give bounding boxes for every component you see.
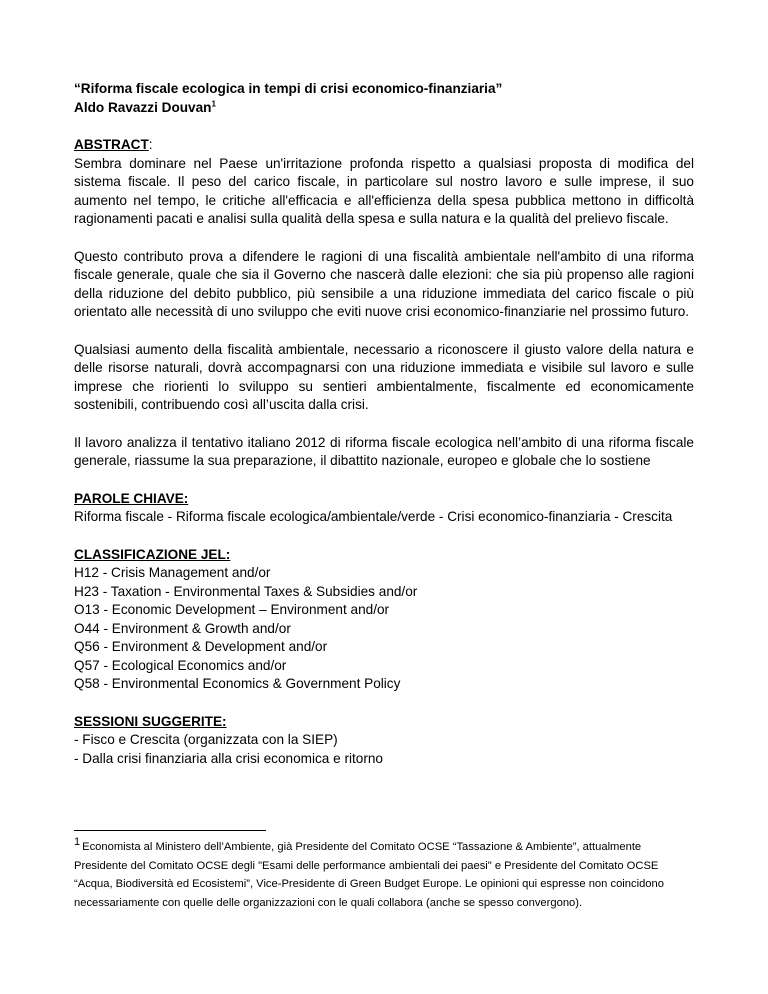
footnote-text: Economista al Ministero dell’Ambiente, già Presidente del Comitato OCSE “Tassazione & Ambiente”, attualmente Presidente del Comitato OCSE degli "Esami delle performance ambientali dei paesi" e Presidente del Comitato OCSE “Acqua, Biodiversità ed Ecosistemi”, Vice-Presidente di Green Budget Europe. Le opinioni qui espresse non coincidono necessariamente con quelle delle organizzazioni con le quali collabora (anche se spesso convergono).: [74, 841, 664, 909]
abstract-paragraph-3: Qualsiasi aumento della fiscalità ambientale, necessario a riconoscere il giusto valore della natura e delle risorse naturali, dovrà accompagnarsi con una riduzione immediata e visibile sul lavoro e sulle imprese che riorienti lo sviluppo su sentieri ambientalmente, fiscalmente ed economicamente sostenibili, contribuendo così all’uscita dalla crisi.: [74, 341, 694, 412]
footnote-marker: 1: [74, 836, 81, 849]
abstract-heading-colon: :: [148, 137, 153, 152]
keywords-heading: PAROLE CHIAVE:: [74, 490, 189, 506]
jel-list: [74, 564, 694, 694]
jel-item: Q57 - Ecological Economics and/or: [74, 657, 287, 673]
author-name: Aldo Ravazzi Douvan: [74, 99, 212, 115]
session-item: - Dalla crisi finanziaria alla crisi economica e ritorno: [74, 750, 383, 766]
author-line: [74, 99, 694, 118]
footnote: [74, 838, 694, 912]
paper-title: “Riforma fiscale ecologica in tempi di crisi economico-finanziaria”: [74, 81, 503, 96]
keywords-text: Riforma fiscale - Riforma fiscale ecologica/ambientale/verde - Crisi economico-finanziaria - Crescita: [74, 509, 673, 524]
session-item: - Fisco e Crescita (organizzata con la SIEP): [74, 732, 338, 747]
sessions-list: [74, 731, 694, 768]
abstract-heading: [74, 136, 694, 155]
abstract-paragraph-2: Questo contributo prova a difendere le ragioni di una fiscalità ambientale nell'ambito di una riforma fiscale generale, quale che sia il Governo che nascerà dalle elezioni: che sia più propenso alle ragioni della riduzione del debito pubblico, più sensibile a una riduzione immediata del carico fiscale o più orientato alle necessità di uno sviluppo che eviti nuove crisi economico-finanziarie nel prossimo futuro.: [74, 248, 694, 319]
author-footnote-marker: 1: [211, 98, 216, 108]
abstract-heading-label: ABSTRACT: [74, 137, 149, 152]
footnote-separator: [74, 830, 266, 831]
abstract-paragraph-1: Sembra dominare nel Paese un'irritazione profonda rispetto a qualsiasi proposta di modifica del sistema fiscale. Il peso del carico fiscale, in particolare sul nostro lavoro e sulle imprese, il suo aumento nel tempo, le critiche all'efficacia e all'efficienza della spesa pubblica mettono in difficoltà ragionamenti pacati e analisi sulla qualità della spesa e sulla natura e la qualità del prelievo fiscale.: [74, 155, 694, 226]
jel-item: H12 - Crisis Management and/or: [74, 565, 271, 580]
jel-item: Q58 - Environmental Economics & Government Policy: [74, 676, 401, 691]
sessions-heading: SESSIONI SUGGERITE:: [74, 713, 227, 729]
jel-heading: CLASSIFICAZIONE JEL:: [74, 546, 231, 562]
jel-item: H23 - Taxation - Environmental Taxes & Subsidies and/or: [74, 583, 418, 599]
document-body: [74, 80, 694, 768]
jel-item: Q56 - Environment & Development and/or: [74, 639, 328, 654]
jel-item: O13 - Economic Development – Environment and/or: [74, 602, 390, 617]
abstract-paragraph-4: Il lavoro analizza il tentativo italiano 2012 di riforma fiscale ecologica nell’ambito di una riforma fiscale generale, riassume la sua preparazione, il dibattito nazionale, europeo e globale che lo sostiene: [74, 434, 694, 468]
jel-item: O44 - Environment & Growth and/or: [74, 620, 291, 636]
